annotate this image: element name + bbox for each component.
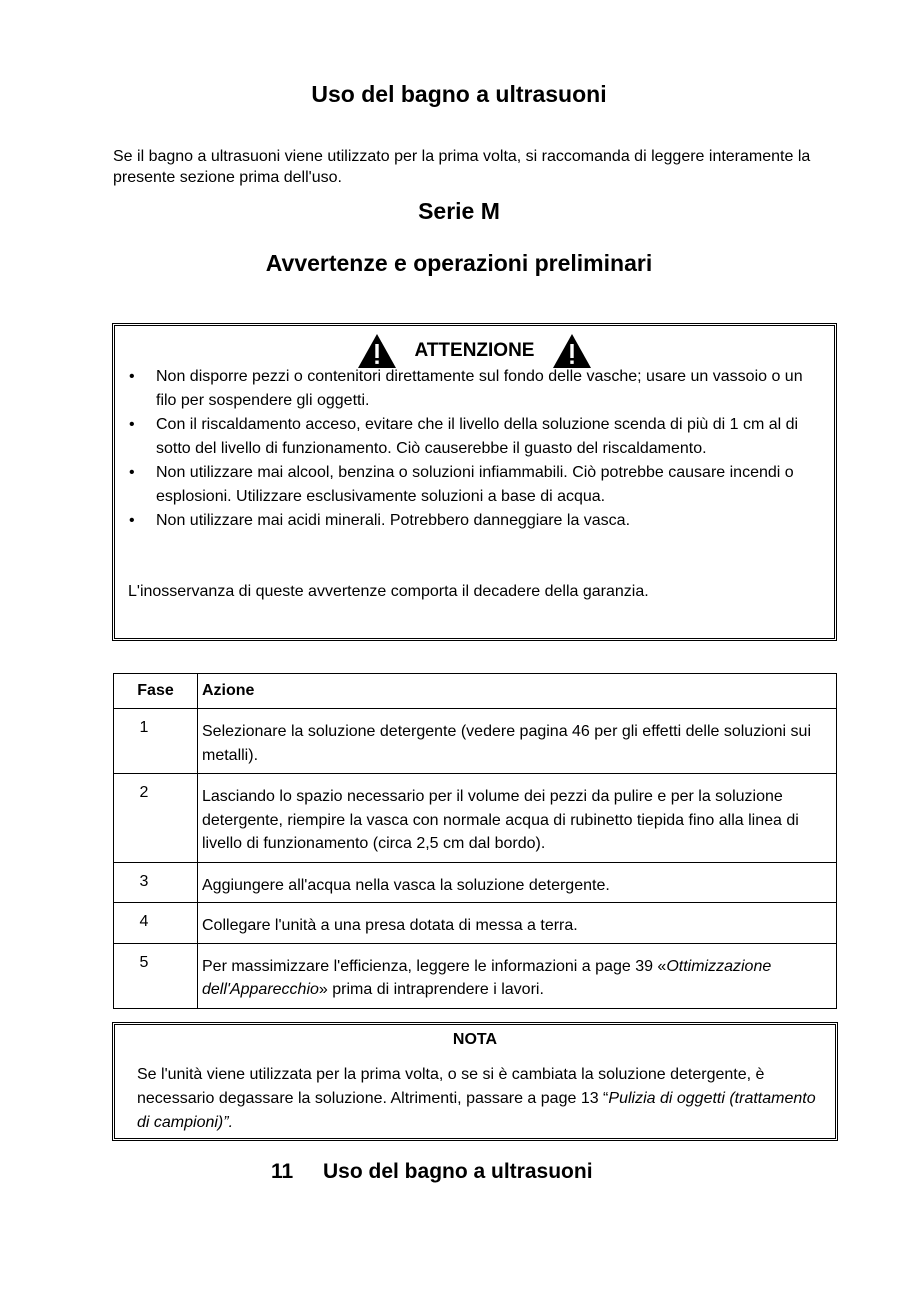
step-action: Per massimizzare l'efficienza, leggere le informazioni a page 39 «Ottimizzazione dell'Apparecchio» prima di intraprendere i lavori. xyxy=(198,943,837,1008)
table-row xyxy=(114,862,837,903)
cross-reference-link-text: Pulizia di oggetti (trattamento di campioni)”. xyxy=(137,1090,816,1131)
warning-footer: L'inosservanza di queste avvertenze comporta il decadere della garanzia. xyxy=(128,583,649,600)
column-header-azione: Azione xyxy=(198,674,837,709)
list-item: • Non utilizzare mai acidi minerali. Potrebbero danneggiare la vasca. xyxy=(127,509,827,533)
table-row xyxy=(114,903,837,944)
list-item: • Non utilizzare mai alcool, benzina o soluzioni infiammabili. Ciò potrebbe causare incendi o esplosioni. Utilizzare esclusivamente soluzioni a base di acqua. xyxy=(127,461,827,509)
note-box xyxy=(112,1022,838,1141)
step-number: 5 xyxy=(114,943,198,1008)
table-row xyxy=(114,774,837,863)
step-action: Collegare l'unità a una presa dotata di messa a terra. xyxy=(198,903,837,944)
warning-list xyxy=(127,365,827,533)
step-number: 4 xyxy=(114,903,198,944)
step-action: Lasciando lo spazio necessario per il volume dei pezzi da pulire e per la soluzione detergente, riempire la vasca con normale acqua di rubinetto tiepida fino alla linea di livello di funzionamento (circa 2,5 cm dal bordo). xyxy=(198,774,837,863)
bullet-icon: • xyxy=(129,416,135,433)
intro-paragraph: Se il bagno a ultrasuoni viene utilizzato per la prima volta, si raccomanda di leggere interamente la presente sezione prima dell'uso. xyxy=(113,148,811,186)
page-number: 11 xyxy=(271,1160,294,1183)
steps-table xyxy=(113,673,837,1009)
warning-title: ATTENZIONE xyxy=(414,340,535,361)
bullet-icon: • xyxy=(129,464,135,481)
step-number: 3 xyxy=(114,862,198,903)
section-heading: Avvertenze e operazioni preliminari xyxy=(265,250,653,276)
note-title: NOTA xyxy=(452,1031,498,1048)
column-header-fase: Fase xyxy=(114,674,198,709)
footer-title: Uso del bagno a ultrasuoni xyxy=(323,1160,593,1183)
warning-triangle-icon xyxy=(357,333,397,369)
note-text: Se l'unità viene utilizzata per la prima volta, o se si è cambiata la soluzione detergente, è necessario degassare la soluzione. Altrimenti, passare a page 13 “Pulizia di oggetti (trattamento di campioni)”. xyxy=(137,1066,816,1131)
page-footer xyxy=(271,1160,593,1184)
warning-box xyxy=(112,323,837,641)
step-number: 1 xyxy=(114,709,198,774)
table-row xyxy=(114,943,837,1008)
series-heading: Serie M xyxy=(418,198,500,224)
list-item: • Non disporre pezzi o contenitori direttamente sul fondo delle vasche; usare un vassoio o un filo per sospendere gli oggetti. xyxy=(127,365,827,413)
page-title: Uso del bagno a ultrasuoni xyxy=(311,81,607,107)
list-item: • Con il riscaldamento acceso, evitare che il livello della soluzione scenda di più di 1 cm al di sotto del livello di funzionamento. Ciò causerebbe il guasto del riscaldamento. xyxy=(127,413,827,461)
bullet-icon: • xyxy=(129,368,135,385)
cross-reference-link-text: Ottimizzazione dell'Apparecchio xyxy=(202,957,772,998)
step-action: Selezionare la soluzione detergente (vedere pagina 46 per gli effetti delle soluzioni sui metalli). xyxy=(198,709,837,774)
step-action: Aggiungere all'acqua nella vasca la soluzione detergente. xyxy=(198,862,837,903)
warning-triangle-icon xyxy=(552,333,592,369)
step-number: 2 xyxy=(114,774,198,863)
table-row xyxy=(114,709,837,774)
bullet-icon: • xyxy=(129,512,135,529)
table-header-row xyxy=(114,674,837,709)
